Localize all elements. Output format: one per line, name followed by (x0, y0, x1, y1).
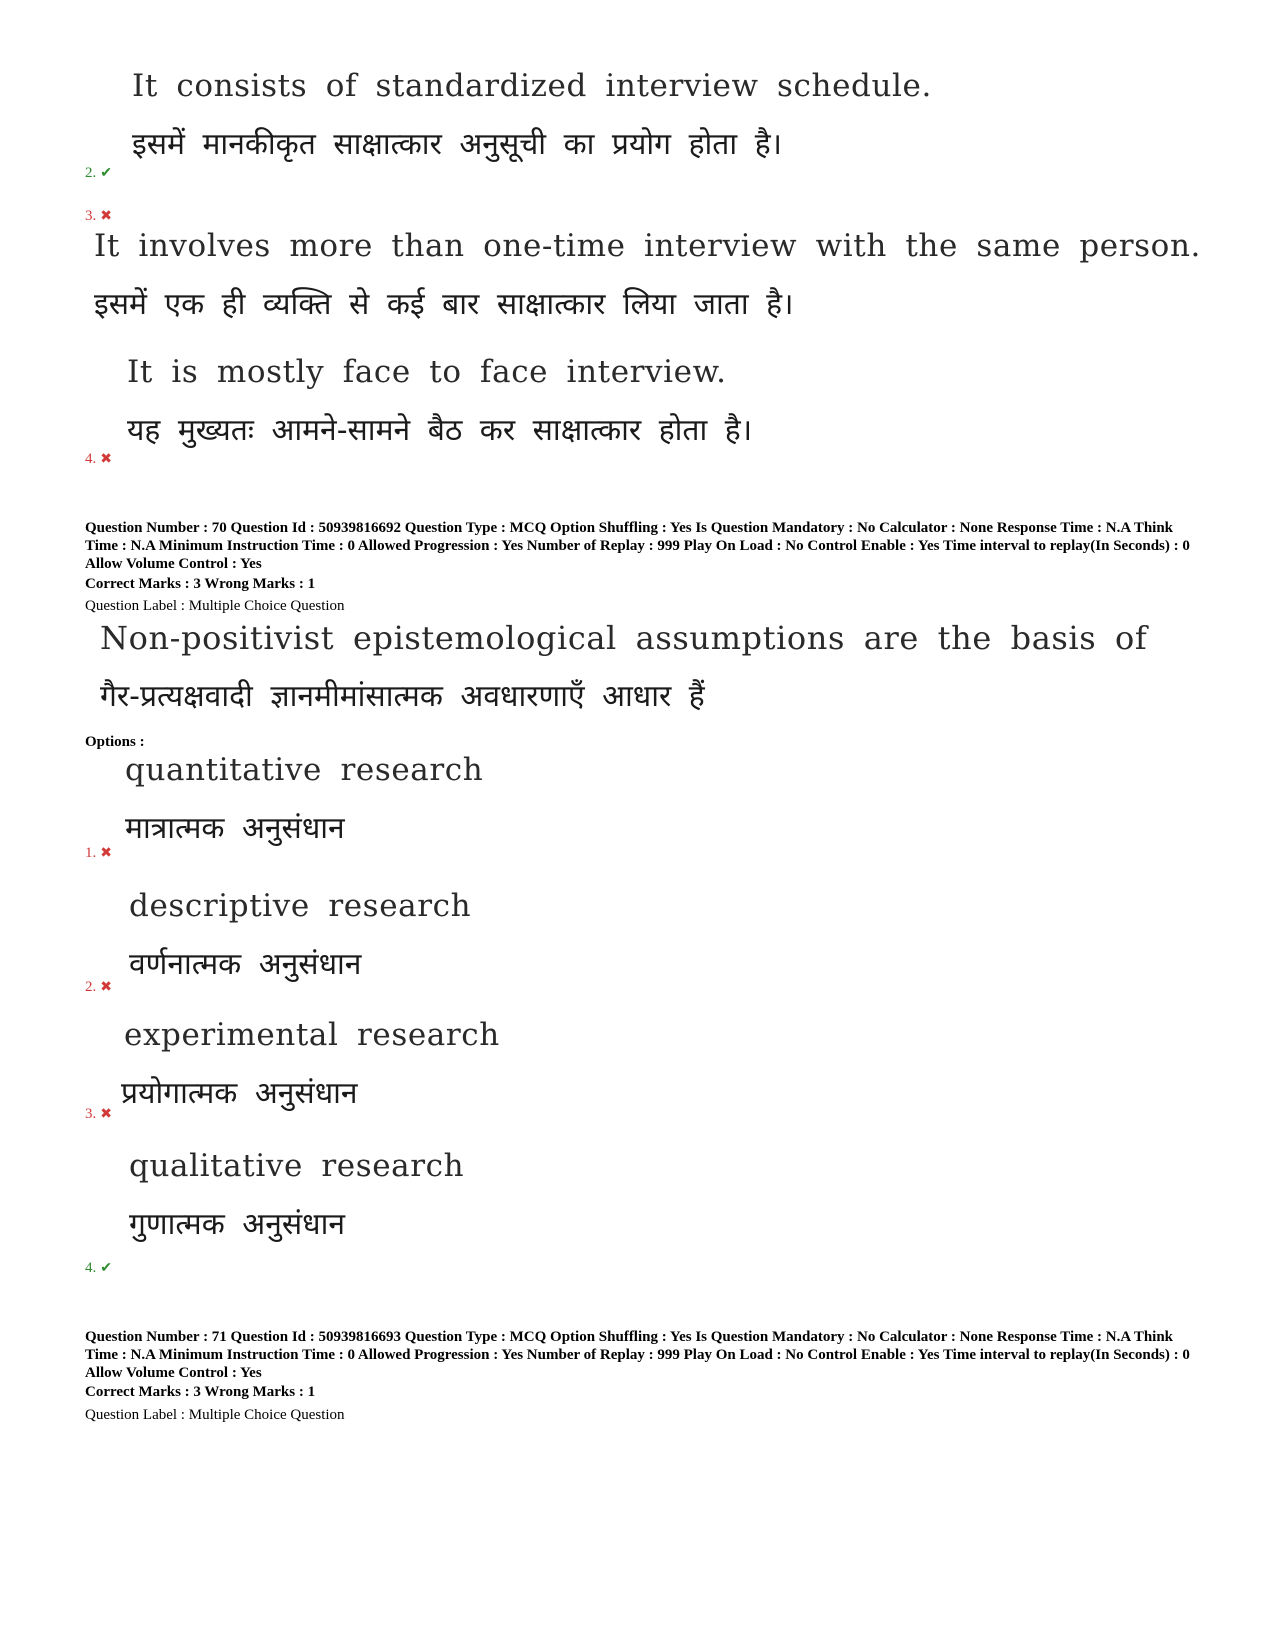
option-2-english: descriptive research (129, 888, 472, 924)
prev-option-4-english: It is mostly face to face interview. (127, 354, 727, 390)
option-4-english: qualitative research (129, 1148, 465, 1184)
option-4-hindi: गुणात्मक अनुसंधान (129, 1207, 346, 1242)
question-70-marks: Correct Marks : 3 Wrong Marks : 1 (85, 576, 316, 592)
option-3-hindi: प्रयोगात्मक अनुसंधान (121, 1076, 358, 1111)
prev-option-2-hindi: इसमें मानकीकृत साक्षात्कार अनुसूची का प्रयोग होता है। (132, 127, 783, 162)
question-71-meta: Question Number : 71 Question Id : 50939816693 Question Type : MCQ Option Shuffling : Yes Is Question Mandatory : No Calculator : None Response Time : N.A Think Time : N.A Minimum Instruction Time : 0 Allowed Progression : Yes Number of Replay : 999 Play On Load : No Control Enable : Yes Time interval to replay(In Seconds) : 0 Allow Volume Control : Yes (85, 1329, 1190, 1381)
cross-icon: ✖ (100, 846, 112, 861)
question-70-label: Question Label : Multiple Choice Question (85, 598, 345, 614)
prev-option-4-hindi: यह मुख्यतः आमने-सामने बैठ कर साक्षात्कार होता है। (127, 413, 753, 448)
cross-icon: ✖ (100, 452, 112, 467)
option-3-english: experimental research (124, 1017, 500, 1053)
cross-icon: ✖ (100, 980, 112, 995)
cross-icon: ✖ (100, 1107, 112, 1122)
prev-option-4-number: 4. ✖ (85, 451, 112, 467)
check-icon: ✔ (100, 1261, 112, 1276)
question-71-marks: Correct Marks : 3 Wrong Marks : 1 (85, 1384, 316, 1400)
question-71-label: Question Label : Multiple Choice Question (85, 1407, 345, 1423)
question-70-english: Non-positivist epistemological assumptions are the basis of (100, 619, 1148, 657)
prev-option-2-number: 2. ✔ (85, 165, 112, 181)
option-1-hindi: मात्रात्मक अनुसंधान (125, 811, 345, 846)
prev-option-3-english: It involves more than one-time interview with the same person. (94, 228, 1201, 264)
prev-option-2-english: It consists of standardized interview schedule. (132, 68, 932, 104)
question-70-hindi: गैर-प्रत्यक्षवादी ज्ञानमीमांसात्मक अवधारणाएँ आधार हैं (100, 679, 705, 714)
prev-option-3-number: 3. ✖ (85, 208, 112, 224)
question-70-meta: Question Number : 70 Question Id : 50939816692 Question Type : MCQ Option Shuffling : Yes Is Question Mandatory : No Calculator : None Response Time : N.A Think Time : N.A Minimum Instruction Time : 0 Allowed Progression : Yes Number of Replay : 999 Play On Load : No Control Enable : Yes Time interval to replay(In Seconds) : 0 Allow Volume Control : Yes (85, 520, 1190, 572)
option-3-number: 3. ✖ (85, 1106, 112, 1122)
option-1-number: 1. ✖ (85, 845, 112, 861)
option-1-english: quantitative research (125, 752, 484, 788)
option-4-number: 4. ✔ (85, 1260, 112, 1276)
option-2-number: 2. ✖ (85, 979, 112, 995)
options-heading: Options : (85, 734, 145, 750)
prev-option-3-hindi: इसमें एक ही व्यक्ति से कई बार साक्षात्कार लिया जाता है। (94, 287, 794, 322)
option-2-hindi: वर्णनात्मक अनुसंधान (129, 947, 362, 982)
check-icon: ✔ (100, 166, 112, 181)
cross-icon: ✖ (100, 209, 112, 224)
